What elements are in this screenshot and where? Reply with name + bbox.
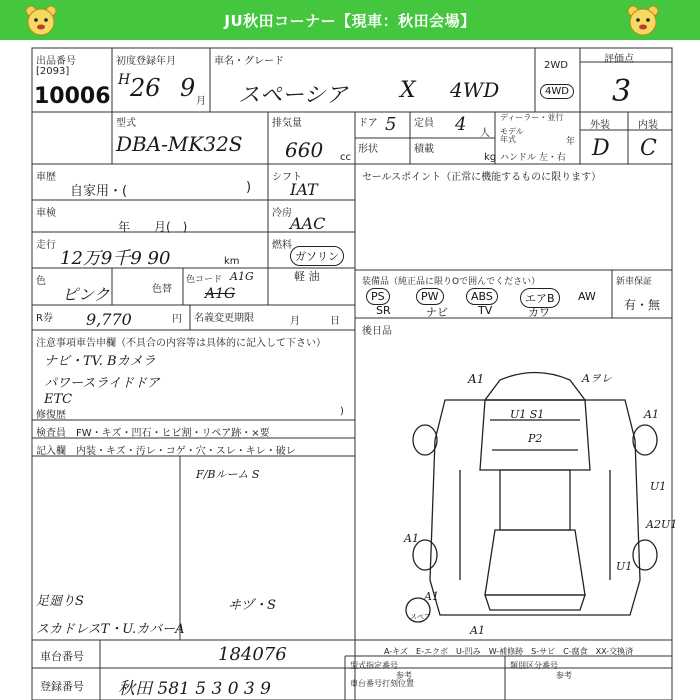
score-label: 評価点 — [604, 54, 634, 65]
type-label: 型式 — [116, 118, 136, 129]
lot-small-code: [2093] — [36, 66, 70, 77]
yen-unit: 円 — [172, 314, 182, 325]
equip-abs: ABS — [466, 288, 498, 305]
notes-line-3: ETC — [44, 392, 73, 407]
damage-mark: U1 — [650, 480, 667, 493]
notes-line-1: ナビ・TV. Bカメラ — [44, 354, 156, 369]
car-damage-diagram — [400, 360, 670, 645]
day-label: 日 — [330, 316, 340, 327]
recycle-label: R券 — [36, 313, 53, 324]
cooler-label: 冷房 — [272, 208, 292, 219]
equip-leather: カワ — [528, 306, 550, 319]
inspector-label: 検査員 — [36, 428, 66, 439]
capacity-value: 4 — [455, 114, 467, 135]
chassis-no-label: 車台番号 — [40, 650, 84, 663]
usage-value: 自家用・( — [70, 184, 128, 199]
equipment-label: 装備品（純正品に限りOで囲んでください） — [362, 277, 541, 287]
sales-point-label: セールスポイント（正常に機能するものに限ります） — [362, 172, 602, 183]
damage-mark: U1 — [616, 560, 633, 573]
chassis-pos-label: 車台番号打刻位置 — [350, 679, 414, 688]
damage-mark: A1 — [404, 532, 419, 545]
ref-label: 参考 — [396, 671, 412, 680]
equip-navi: ナビ — [426, 306, 448, 319]
interior-label: 内装 — [638, 120, 658, 131]
doors-value: 5 — [385, 114, 397, 135]
usage-close: ) — [246, 180, 252, 195]
notes-label: 注意事項車告申欄（不具合の内容等は具体的に記入して下さい） — [36, 338, 326, 349]
equip-pw: PW — [416, 288, 444, 305]
category-no-label: 類別区分番号 — [510, 661, 558, 670]
interior-grade: C — [640, 136, 657, 161]
ref-label: 参考 — [556, 671, 572, 680]
load-label: 積載 — [414, 144, 434, 155]
color-code-1: A1G — [230, 270, 254, 283]
cooler-value: AAC — [290, 214, 326, 233]
equip-ps: PS — [366, 288, 390, 305]
lot-number-label: 出品番号 — [36, 56, 76, 67]
cc-unit: cc — [340, 152, 351, 163]
kg-unit: kg — [484, 152, 497, 163]
fuel-label: 燃料 — [272, 240, 292, 251]
score-value: 3 — [612, 74, 632, 109]
recycle-value: 9,770 — [86, 310, 132, 329]
equip-tv: TV — [478, 304, 493, 317]
damage-mark: A1 — [470, 624, 485, 637]
mileage-value: 12万9千9 90 — [60, 248, 171, 269]
shift-label: シフト — [272, 172, 302, 183]
two-wd-label: 2WD — [544, 60, 568, 71]
left-note-1: 足廻りS — [36, 594, 84, 609]
entry-line: 内装・キズ・汚レ・コゲ・穴・スレ・キレ・破レ — [76, 446, 296, 457]
repaired-close: ) — [340, 406, 344, 417]
model-name: スペーシア — [238, 83, 348, 108]
damage-legend: A-キズ E-エクボ U-凹み W-補修跡 S-サビ C-腐食 XX-交換済 — [384, 647, 634, 656]
color-code-label: 色コード — [186, 275, 223, 285]
name-change-label: 名義変更期限 — [194, 313, 254, 324]
reg-era: H — [118, 72, 131, 88]
color-change-label: 色替 — [152, 284, 172, 295]
grade: X — [400, 78, 416, 103]
chassis-note: F/Bルーム S — [196, 468, 260, 481]
doors-label: ドア — [358, 118, 378, 129]
first-registration-label: 初度登録年月 — [116, 56, 176, 67]
warranty-value: 有・無 — [624, 298, 661, 312]
drive: 4WD — [450, 78, 500, 102]
inspection-label: 車検 — [36, 208, 56, 219]
inspection-ym: 年 月( ) — [118, 220, 188, 234]
new-warranty-label: 新車保証 — [616, 277, 653, 287]
reg-month: 9 — [180, 74, 196, 102]
left-note-2: スカドレスT・U.カバーA — [36, 622, 185, 637]
shape-label: 形状 — [358, 144, 378, 155]
usage-label: 車歴 — [36, 172, 56, 183]
model-grade-label: 車名・グレード — [214, 56, 284, 67]
mileage-label: 走行 — [36, 240, 56, 251]
rear-seat-label: 後日品 — [362, 326, 392, 337]
header-title: JU秋田コーナー【現車：秋田会場】 — [224, 12, 476, 30]
mid-note: ヰヅ・S — [228, 598, 276, 613]
fuel-diesel: 軽 油 — [294, 270, 320, 283]
entry-label: 記入欄 — [36, 446, 66, 457]
exterior-grade: D — [592, 136, 610, 161]
damage-mark: A2U1 — [646, 518, 678, 531]
capacity-unit: 人 — [480, 128, 490, 139]
month-label: 月 — [290, 316, 300, 327]
displacement-label: 排気量 — [272, 118, 302, 129]
displacement-value: 660 — [285, 138, 324, 162]
notes-line-2: パワースライドドア — [44, 376, 160, 391]
damage-mark: A1 — [644, 408, 659, 421]
year-unit: 年 — [566, 137, 576, 147]
inspector-line: FW・キズ・凹石・ヒビ割・リペア跡・×要 — [76, 428, 270, 439]
km-unit: km — [224, 256, 240, 267]
spare-label: スペア — [410, 613, 431, 621]
lot-number: 10006 — [34, 84, 111, 109]
capacity-label: 定員 — [414, 118, 434, 129]
damage-mark: A1 — [468, 372, 485, 386]
chassis-no-value: 184076 — [218, 644, 287, 665]
model-cert-label: 型式指定番号 — [350, 661, 398, 670]
exterior-label: 外装 — [590, 120, 610, 131]
damage-mark: Aヲレ — [582, 372, 612, 385]
reg-year: 26 — [130, 74, 161, 102]
repaired-label: 修復歴 — [36, 410, 66, 421]
color-code-2: A1G — [205, 286, 236, 302]
color-label: 色 — [36, 276, 46, 287]
equip-sr: SR — [376, 304, 391, 317]
damage-mark: U1 S1 — [510, 408, 545, 421]
model-year-label-2: 年式 — [500, 135, 516, 144]
type-code: DBA-MK32S — [116, 132, 243, 156]
equip-airbag: エアB — [520, 288, 560, 308]
handle-label: ハンドル 左・右 — [500, 153, 566, 163]
color-value: ピンク — [62, 285, 110, 304]
reg-month-unit: 月 — [196, 96, 206, 107]
damage-mark: A1 — [424, 590, 439, 603]
shift-value: IAT — [290, 180, 318, 199]
model-year-label-1: モデル — [500, 127, 524, 136]
equip-aw: AW — [578, 290, 596, 303]
reg-no-label: 登録番号 — [40, 680, 84, 693]
fuel-gasoline-circled: ガソリン — [290, 246, 344, 266]
dealer-label: ディーラー・並行 — [500, 113, 564, 122]
damage-mark: P2 — [528, 432, 543, 445]
four-wd-circled: 4WD — [540, 84, 574, 99]
reg-no-value: 秋田 581 5 3 0 3 9 — [118, 679, 271, 699]
